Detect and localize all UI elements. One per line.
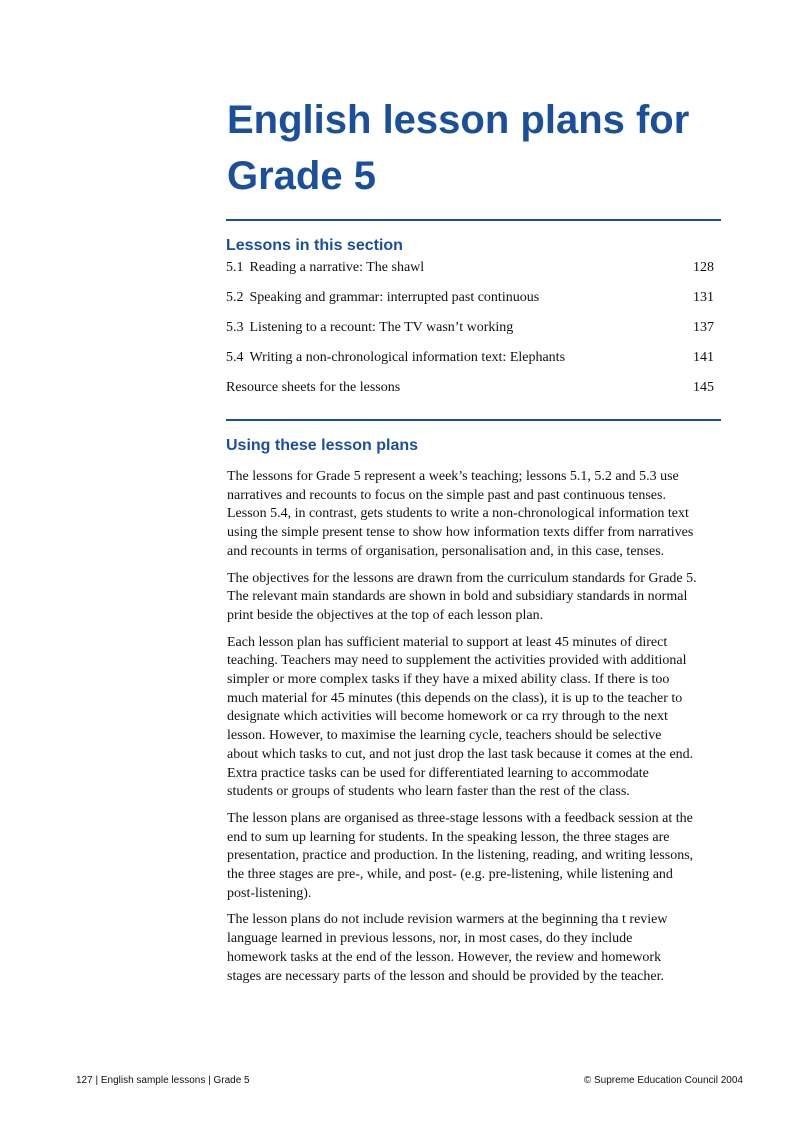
paragraph-line: teaching. Teachers may need to supplement the activities provided with additional bbox=[227, 653, 687, 669]
paragraph bbox=[227, 810, 719, 904]
toc-row[interactable] bbox=[226, 348, 714, 378]
page-title bbox=[227, 92, 727, 204]
paragraph-line: lesson. However, to maximise the learning cycle, teachers should be selective bbox=[227, 728, 662, 744]
toc-label bbox=[226, 288, 539, 318]
paragraph-line: The lesson plans do not include revision warmers at the beginning tha t review bbox=[227, 912, 668, 928]
toc-row[interactable] bbox=[226, 288, 714, 318]
paragraph-line: The lessons for Grade 5 represent a week’s teaching; lessons 5.1, 5.2 and 5.3 use bbox=[227, 469, 679, 484]
toc-title: Writing a non-chronological information text: Elephants bbox=[249, 350, 566, 365]
paragraph-line: print beside the objectives at the top of each lesson plan. bbox=[227, 607, 544, 623]
paragraph-line: much material for 45 minutes (this depends on the class), it is up to the teacher to bbox=[227, 690, 683, 706]
toc-row[interactable] bbox=[226, 378, 714, 408]
toc-number: 5.3 bbox=[226, 320, 244, 335]
paragraph-line: and recounts in terms of organisation, personalisation and, in this case, tenses. bbox=[227, 543, 665, 559]
title-line-1: English lesson plans for bbox=[227, 98, 690, 142]
toc-label bbox=[226, 318, 513, 348]
toc-title: Speaking and grammar: interrupted past continuous bbox=[249, 290, 540, 305]
toc-title: Resource sheets for the lessons bbox=[226, 380, 401, 395]
paragraph-line: Each lesson plan has sufficient material to support at least 45 minutes of direct bbox=[227, 634, 668, 650]
paragraph-line: post-listening). bbox=[227, 885, 312, 901]
table-of-contents bbox=[226, 258, 714, 408]
toc-page-number: 137 bbox=[693, 320, 714, 335]
toc-page-number: 131 bbox=[693, 290, 714, 305]
footer-right: © Supreme Education Council 2004 bbox=[583, 1075, 743, 1086]
paragraph-line: The lesson plans are organised as three-stage lessons with a feedback session at the bbox=[227, 810, 693, 826]
paragraph bbox=[227, 634, 719, 802]
paragraph-line: using the simple present tense to show how information texts differ from narratives bbox=[227, 525, 694, 541]
paragraph-line: The objectives for the lessons are drawn from the curriculum standards for Grade 5. bbox=[227, 570, 697, 586]
top-divider bbox=[226, 219, 721, 221]
toc-page-number: 141 bbox=[693, 350, 714, 365]
toc-heading: Lessons in this section bbox=[226, 237, 403, 254]
paragraph-line: simpler or more complex tasks if they have a mixed ability class. If there is too bbox=[227, 672, 670, 688]
title-line-2: Grade 5 bbox=[227, 154, 376, 198]
paragraph bbox=[227, 468, 719, 562]
paragraph-line: stages are necessary parts of the lesson and should be provided by the teacher. bbox=[227, 968, 664, 984]
paragraph-line: students or groups of students who learn faster than the rest of the class. bbox=[227, 784, 630, 800]
toc-number: 5.4 bbox=[226, 350, 244, 365]
paragraph-line: designate which activities will become homework or ca rry through to the next bbox=[227, 709, 668, 725]
body-text bbox=[227, 468, 719, 994]
paragraph-line: Lesson 5.4, in contrast, gets students to write a non-chronological information text bbox=[227, 506, 689, 522]
paragraph-line: Extra practice tasks can be used for differentiated learning to accommodate bbox=[227, 765, 649, 781]
toc-row[interactable] bbox=[226, 258, 714, 288]
paragraph bbox=[227, 570, 719, 626]
toc-page-number: 128 bbox=[693, 260, 714, 275]
section-heading: Using these lesson plans bbox=[226, 437, 419, 454]
toc-title: Listening to a recount: The TV wasn’t working bbox=[249, 320, 514, 335]
mid-divider bbox=[226, 419, 721, 421]
paragraph-line: language learned in previous lessons, nor, in most cases, do they include bbox=[227, 931, 633, 947]
paragraph bbox=[227, 911, 719, 986]
toc-page-number: 145 bbox=[693, 380, 714, 395]
paragraph-line: narratives and recounts to focus on the simple past and past continuous tenses. bbox=[227, 487, 666, 503]
page-footer bbox=[76, 1075, 743, 1086]
toc-row[interactable] bbox=[226, 318, 714, 348]
paragraph-line: the three stages are pre-, while, and post- (e.g. pre-listening, while listening and bbox=[227, 867, 673, 883]
toc-label bbox=[226, 258, 424, 288]
paragraph-line: presentation, practice and production. In the listening, reading, and writing lessons, bbox=[227, 848, 694, 864]
toc-title: Reading a narrative: The shawl bbox=[249, 260, 425, 275]
toc-number: 5.2 bbox=[226, 290, 244, 305]
toc-label bbox=[226, 348, 565, 378]
paragraph-line: homework tasks at the end of the lesson. However, the review and homework bbox=[227, 949, 662, 965]
paragraph-line: end to sum up learning for students. In the speaking lesson, the three stages are bbox=[227, 829, 670, 845]
paragraph-line: The relevant main standards are shown in bold and subsidiary standards in normal bbox=[227, 589, 688, 605]
paragraph-line: about which tasks to cut, and not just drop the last task because it comes at the end. bbox=[227, 746, 694, 762]
toc-label bbox=[226, 378, 400, 408]
footer-left: 127 | English sample lessons | Grade 5 bbox=[76, 1075, 250, 1086]
toc-number: 5.1 bbox=[226, 260, 244, 275]
